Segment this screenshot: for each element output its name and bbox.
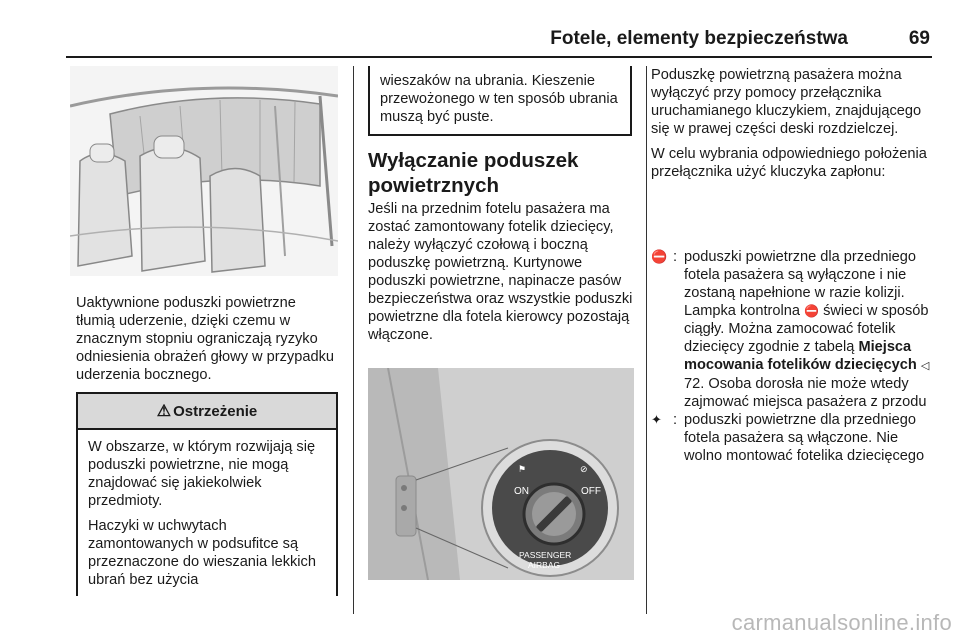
switch-name-line-2: AIRBAG <box>528 560 561 570</box>
reference-arrow-icon: ◁ <box>920 360 930 372</box>
page-number: 69 <box>908 28 930 49</box>
caption-text: Uaktywnione poduszki powietrzne tłumią uderzenie, dzięki czemu w znacznym stopniu ograniczają ryzyko odniesienia obrażeń głowy w przypadku uderzenia bocznego. <box>76 295 334 383</box>
column-divider-left <box>353 66 354 614</box>
airbag-switch-description <box>651 66 933 181</box>
list-item-airbag-off: ⛔ : poduszki powietrzne dla przedniego fotela pasażera są wyłączone i nie zostaną napełnione w razie kolizji. Lampka kontrolna ⛔ świeci w sposób ciągły. Można zamocować fotelik dziecięcy zgodnie z tabelą Miejsca mocowania fotelików dziecięcych ◁ 72. Osoba dorosła nie może wtedy zajmować miejsca pasażera z przodu <box>651 248 933 411</box>
curtain-airbag-illustration <box>70 66 338 276</box>
section-body-text: Jeśli na przednim fotelu pasażera ma zostać zamontowany fotelik dziecięcy, należy wyłączyć czołową i boczną poduszkę powietrzną. Kurtynowe poduszki powietrzne, napinacze pasów bezpieczeństwa oraz wszystkie poduszki powietrzne dla fotela kierowcy pozostają włączone. <box>368 201 633 343</box>
watermark: carmanualsonline.info <box>731 610 952 635</box>
switch-off-label: OFF <box>581 486 601 497</box>
airbag-caption <box>76 294 338 384</box>
airbag-switch-illustration <box>368 368 634 580</box>
inline-airbag-off-icon: ⛔ <box>804 304 820 318</box>
page-header-title: Fotele, elementy bezpieczeństwa <box>550 28 848 49</box>
airbag-on-icon: ✦ <box>651 412 662 427</box>
description-paragraph-1: Poduszkę powietrzną pasażera można wyłączyć przy pomocy przełącznika uruchamianego kluczykiem, znajdującego się w prawej części deski rozdzielczej. <box>651 67 922 137</box>
warning-header <box>78 394 336 430</box>
reference-page: 72 <box>684 376 701 392</box>
section-title: Wyłączanie poduszek powietrznych <box>368 149 579 197</box>
list-item-text: poduszki powietrzne dla przedniego fotela pasażera są wyłączone i nie zostaną napełnione w razie kolizji. Lampka kontrolna ⛔ świeci w sposób ciągły. Można zamocować fotelik dziecięcy zgodnie z tabelą Miejsca mocowania fotelików dziecięcych ◁ 72. Osoba dorosła nie może wtedy zajmować miejsca pasażera z przodu <box>684 249 930 410</box>
cross-reference-link[interactable]: Miejsca mocowania fotelików dziecięcych <box>684 339 917 373</box>
list-item-airbag-on: ✦ : poduszki powietrzne dla przedniego fotela pasażera są włączone. Nie wolno montować fotelika dziecięcego <box>651 411 933 465</box>
warning-triangle-icon: ⚠ <box>156 403 172 420</box>
description-paragraph-2: W celu wybrania odpowiedniego położenia przełącznika użyć kluczyka zapłonu: <box>651 146 927 180</box>
list-item-text: poduszki powietrzne dla przedniego fotela pasażera są włączone. Nie wolno montować fotelika dziecięcego <box>684 412 925 464</box>
warning-box-continued <box>368 66 632 136</box>
warning-continued-text: wieszaków na ubrania. Kieszenie przewożonego w ten sposób ubrania muszą być puste. <box>380 73 618 125</box>
switch-name-line-1: PASSENGER <box>519 550 572 560</box>
seat-off-symbol: ⊘ <box>580 464 588 474</box>
column-divider-right <box>646 66 647 614</box>
seat-on-symbol: ⚑ <box>518 464 527 474</box>
switch-position-list <box>651 248 933 465</box>
switch-on-label: ON <box>514 486 529 497</box>
warning-body <box>78 430 336 597</box>
airbag-off-icon: ⛔ <box>651 249 668 264</box>
warning-paragraph-2: Haczyki w uchwytach zamontowanych w podsufitce są przeznaczone do wieszania lekkich ubrań bez użycia <box>88 518 316 588</box>
warning-box <box>76 392 338 596</box>
warning-paragraph-1: W obszarze, w którym rozwijają się poduszki powietrzne, nie mogą znajdować się jakiekolwiek przedmioty. <box>88 439 316 509</box>
header-rule <box>66 56 932 58</box>
warning-title: Ostrzeżenie <box>173 402 258 420</box>
section-body <box>368 200 638 344</box>
